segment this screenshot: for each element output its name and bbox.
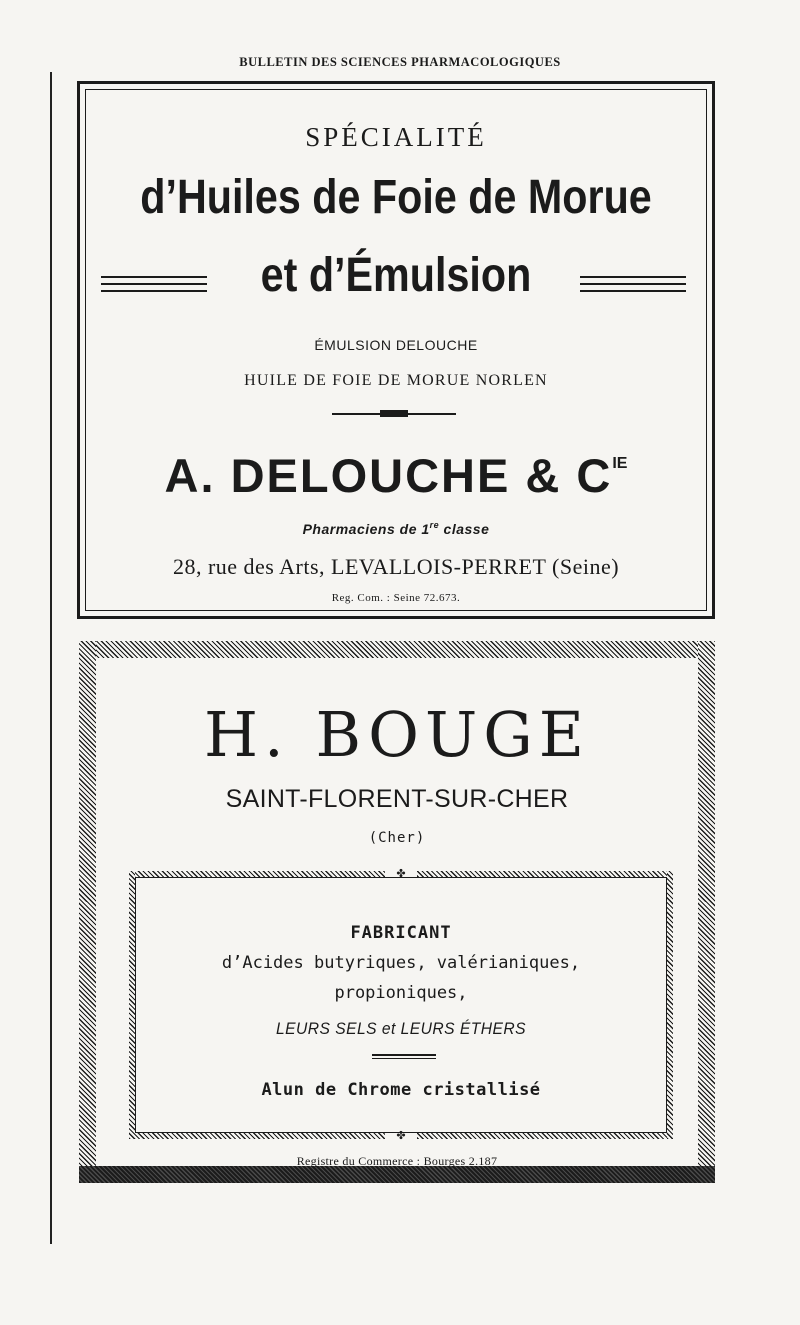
bouge-department: (Cher)	[368, 830, 426, 846]
bouge-name: H. BOUGE	[203, 698, 591, 771]
product-emulsion: ÉMULSION DELOUCHE	[314, 337, 478, 353]
box-frame-right	[667, 871, 673, 1139]
company-superscript: IE	[612, 455, 628, 472]
products-box-inner	[135, 877, 667, 1133]
products-line-2: propioniques,	[334, 983, 468, 1003]
divider-ornament-icon	[380, 410, 408, 417]
pharmaciens-line	[86, 520, 706, 537]
delouche-advertisement	[77, 81, 715, 619]
pharmaciens-prefix: Pharmaciens de 1	[302, 521, 430, 537]
specialite-heading: SPÉCIALITÉ	[305, 122, 487, 152]
title-line-2: et d’Émulsion	[260, 249, 532, 302]
company-name	[86, 448, 706, 503]
page-header: BULLETIN DES SCIENCES PHARMACOLOGIQUES	[239, 55, 561, 69]
bouge-city: SAINT-FLORENT-SUR-CHER	[225, 785, 569, 813]
hatched-frame-top	[79, 641, 715, 658]
products-line-3: LEURS SELS et LEURS ÉTHERS	[275, 1019, 527, 1038]
products-line-1: d’Acides butyriques, valérianiques,	[221, 953, 581, 973]
fleuron-icon: ✤	[385, 1131, 417, 1141]
company-address: 28, rue des Arts, LEVALLOIS-PERRET (Seine)	[172, 554, 620, 579]
product-huile: HUILE DE FOIE DE MORUE NORLEN	[244, 372, 548, 389]
fabricant-heading: FABRICANT	[350, 923, 452, 943]
title-line-1: d’Huiles de Foie de Morue	[140, 171, 652, 224]
bouge-content	[96, 658, 698, 1166]
company-name-text: A. DELOUCHE & C	[164, 449, 613, 502]
pharmaciens-suffix: classe	[439, 521, 490, 537]
hatched-frame-right	[698, 641, 715, 1183]
products-box	[129, 867, 673, 1142]
bouge-registry: Registre du Commerce : Bourges 2.187	[296, 1154, 498, 1168]
alun-line: Alun de Chrome cristallisé	[261, 1080, 541, 1100]
delouche-inner-frame	[85, 89, 707, 611]
margin-rule	[50, 72, 52, 1244]
box-divider-thin	[372, 1058, 436, 1059]
fleuron-icon: ✤	[385, 869, 417, 879]
bouge-advertisement	[79, 641, 715, 1183]
triple-rule-right	[580, 276, 686, 292]
hatched-frame-left	[79, 641, 96, 1183]
box-divider	[372, 1054, 436, 1056]
company-registry: Reg. Com. : Seine 72.673.	[331, 592, 461, 604]
pharmaciens-superscript: re	[429, 520, 440, 530]
